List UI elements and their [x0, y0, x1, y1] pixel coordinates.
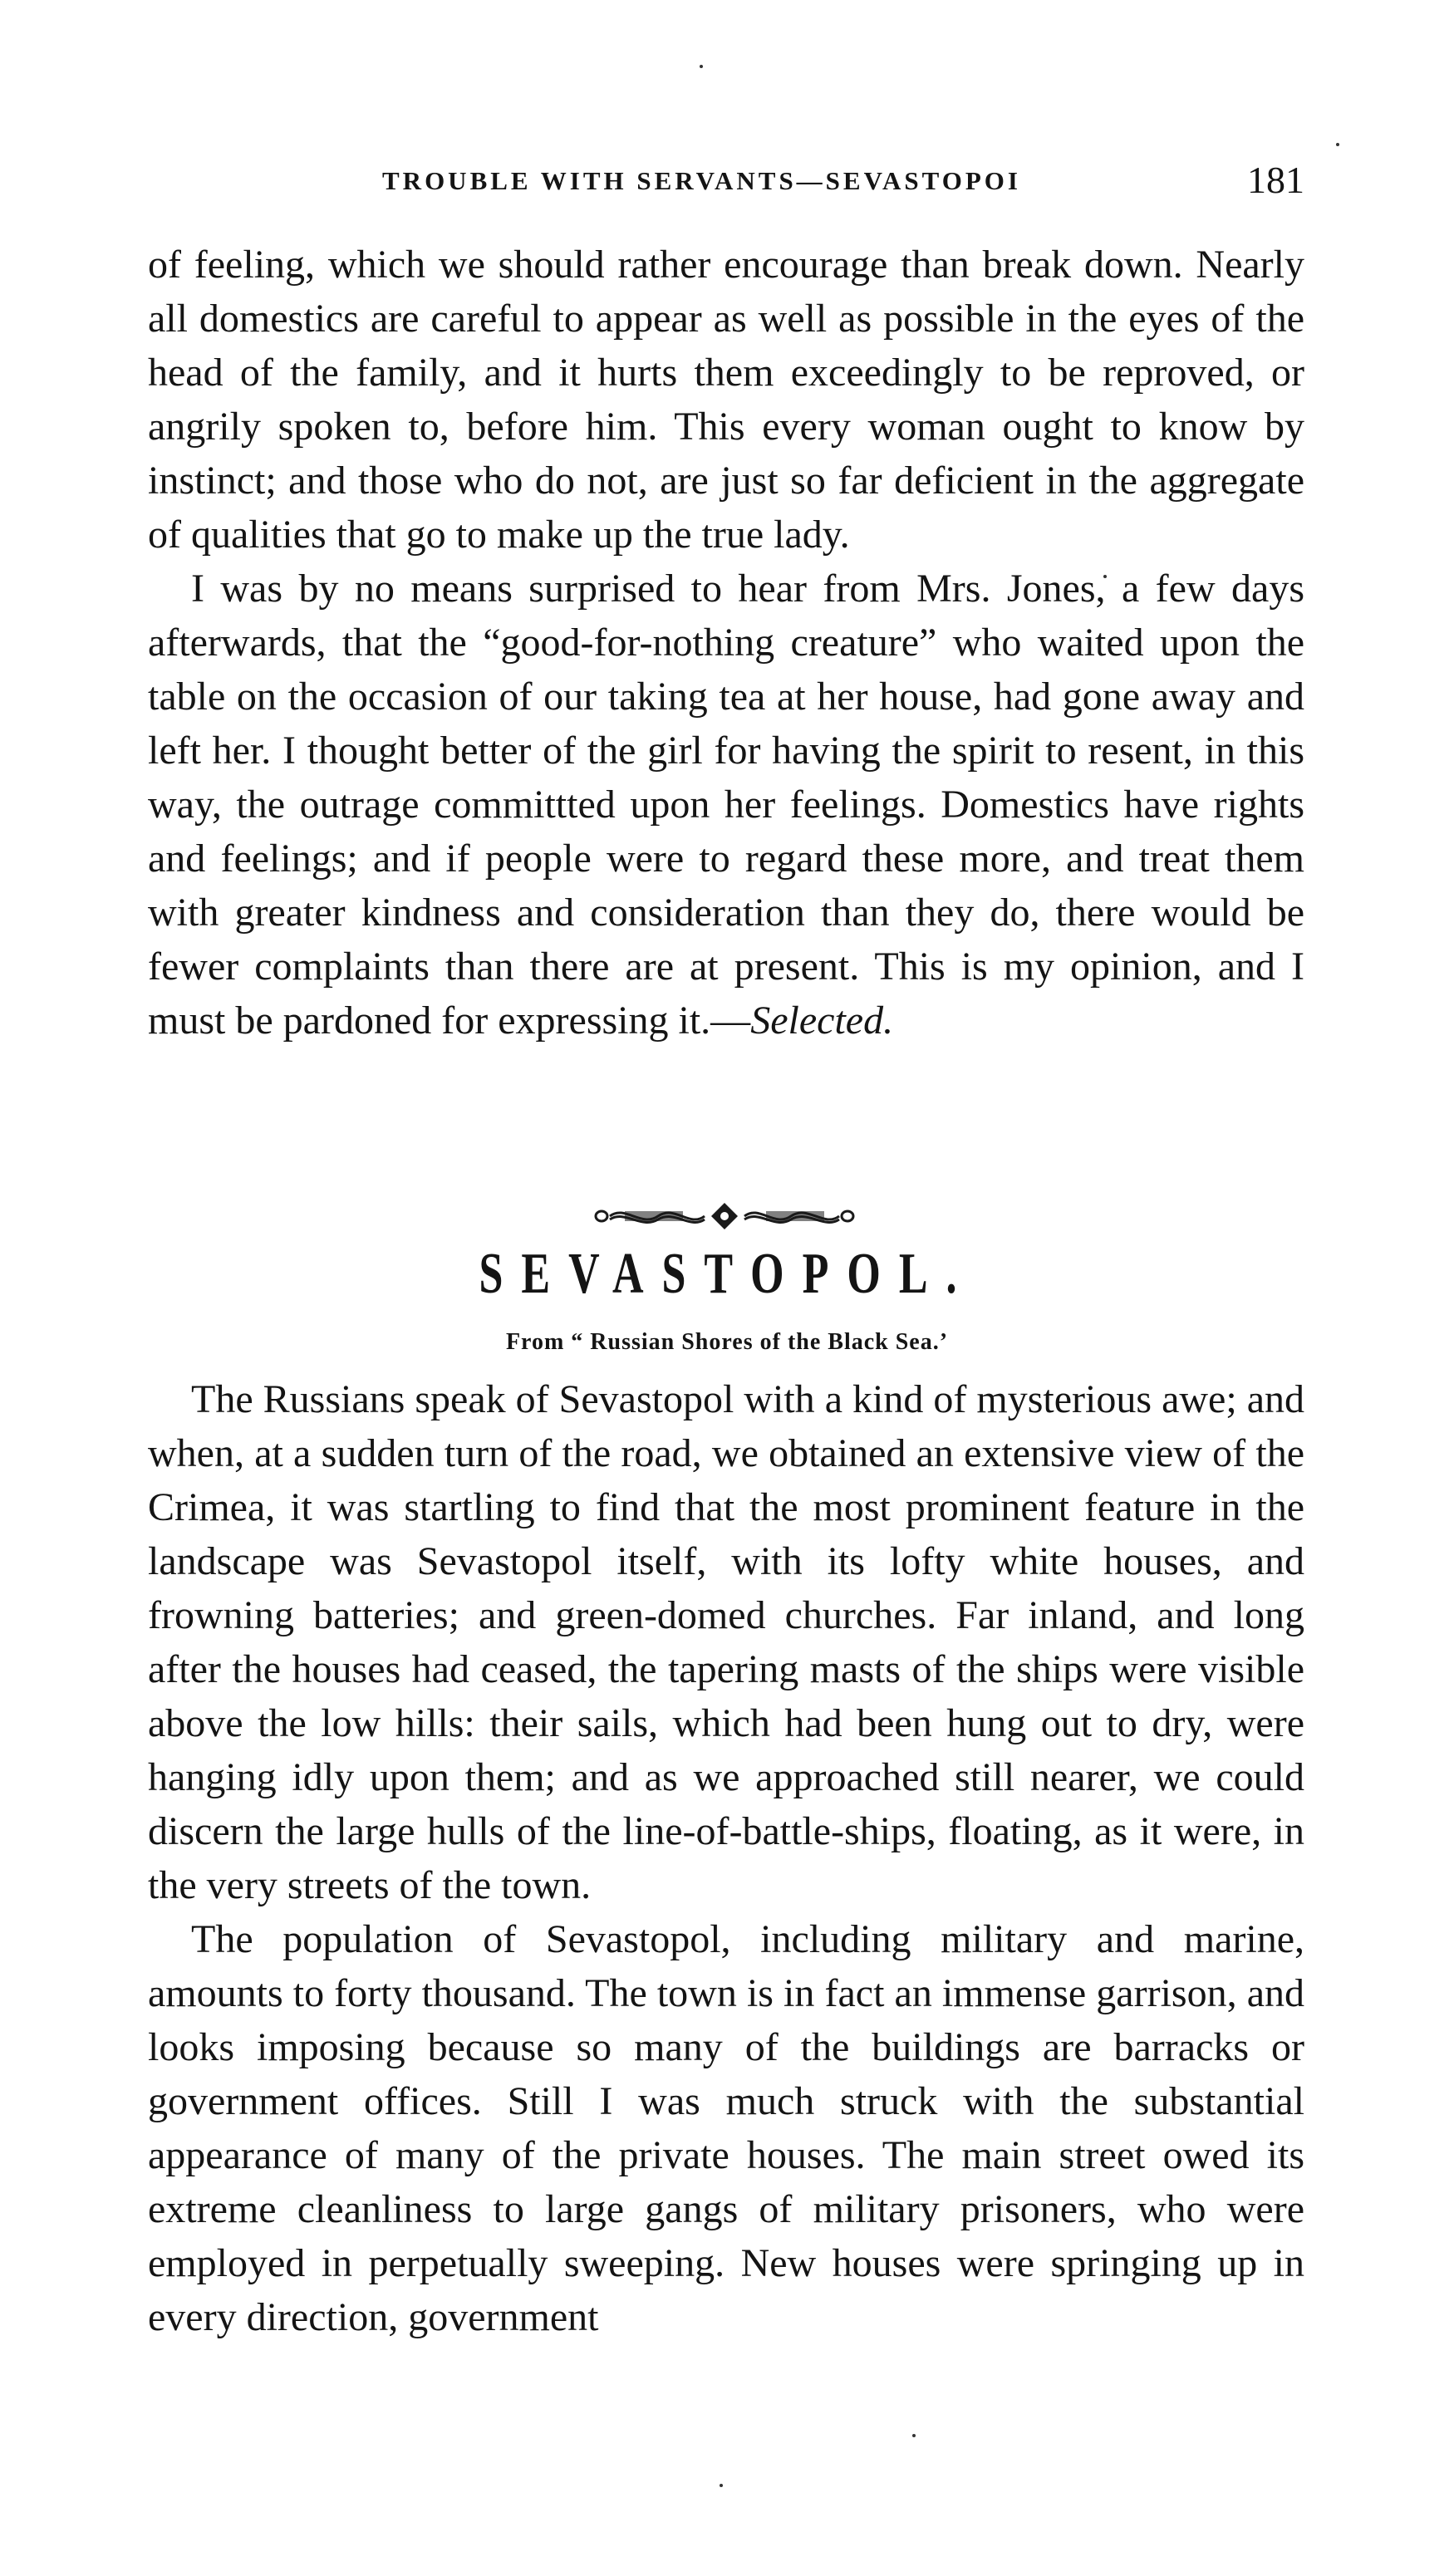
paragraph: The population of Sevastopol, including military and marine, amounts to forty thousand. The town is in fact an immense garrison, and looks imposing because so many of the buildings are barracks or government offices. Still I was much struck with the substantial appearance of many of the private houses. The main street owed its extreme cleanliness to large gangs of military prisoners, who were employed in perpetually sweeping. New houses were springing up in every direction, government [148, 1917, 1304, 2339]
paragraph: The Russians speak of Sevastopol with a kind of mysterious awe; and when, at a sudden turn of the road, we obtained an extensive view of the Crimea, it was startling to find that the most prominent feature in the landscape was Sevastopol itself, with its lofty white houses, and frowning batteries; and green-domed churches. Far inland, and long after the houses had ceased, the tapering masts of the ships were visible above the low hills: their sails, which had been hung out to dry, were hanging idly upon them; and as we approached still nearer, we could discern the large hulls of the line-of-battle-ships, floating, as it were, in the very streets of the town. [148, 1377, 1304, 1907]
attribution: Selected. [750, 999, 894, 1043]
text-block-bottom [148, 1372, 1304, 2344]
ornament-divider [592, 1200, 857, 1233]
running-head [150, 159, 1304, 204]
text-block-top [148, 238, 1304, 1048]
section-title: SEVASTOPOL. [479, 1242, 975, 1307]
running-title: TROUBLE WITH SERVANTS—SEVASTOPOI [382, 166, 1021, 195]
paragraph-text: I was by no means surprised to hear from Mrs. Jones, a few days afterwards, that the “good-for-nothing creature” who waited upon the table on the occasion of our taking tea at her house, had gone away and left her. I thought better of the girl for having the spirit to resent, in this way, the outrage committted upon her feelings. Domestics have rights and feelings; and if people were to regard these more, and treat them with greater kindness and consideration than they do, there would be fewer complaints than there are at present. This is my opinion, and I must be pardoned for expressing it.— [148, 567, 1304, 1043]
section-source: From “ Russian Shores of the Black Sea.’ [505, 1329, 949, 1355]
paper-speck [912, 2434, 916, 2437]
page-number: 181 [1247, 159, 1304, 201]
paper-speck [1336, 143, 1339, 146]
paper-speck [720, 2484, 723, 2487]
paragraph [148, 562, 1304, 1048]
paragraph: of feeling, which we should rather encourage than break down. Nearly all domestics are careful to appear as well as possible in the eyes of the head of the family, and it hurts them exceedingly to be reproved, or angrily spoken to, before him. This every woman ought to know by instinct; and those who do not, are just so far deficient in the aggregate of qualities that go to make up the true lady. [148, 243, 1304, 557]
paper-speck [700, 65, 703, 68]
